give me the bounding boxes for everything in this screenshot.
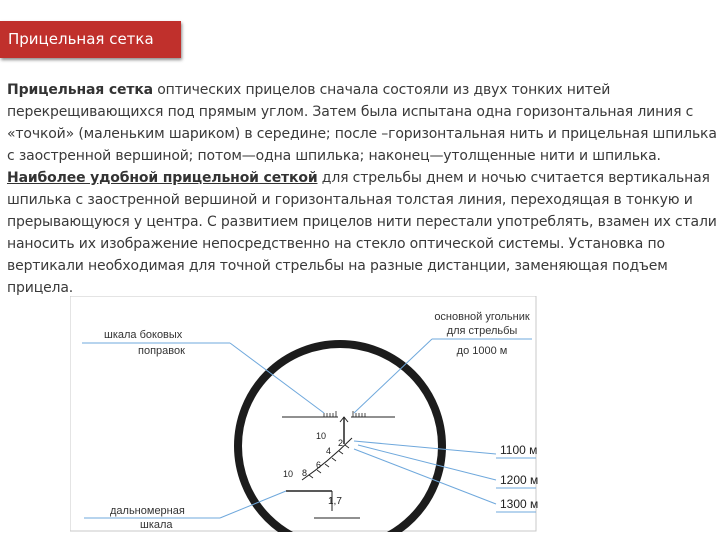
paragraph-part-2: для стрельбы днем и ночью считается вертикальная шпилька с заостренной вершиной и горизонтальная толстая линия, переходящая в тонкую и прерывающуюся у центра. С развитием прицелов нити перестали употреблять, взамен их стали наносить их изображение непосредственно на стекло оптической системы. Установка по вертикали необходимая для точной стрельбы на разные дистанции, заменяющая подъем прицела. — [7, 170, 717, 296]
mark-10-top: 10 — [316, 431, 327, 441]
label-side-corrections-2: поправок — [138, 345, 185, 357]
label-main-angle-2: для стрельбы — [446, 325, 518, 337]
label-range-scale-1: дальномерная — [110, 505, 185, 517]
paragraph-part-1: оптических прицелов сначала состояли из двух тонких нитей перекрещивающихся под прямым углом. Затем была испытана одна горизонтальная линия с «точкой» (маленьким шариком) в середине; после –горизонтальная нить и прицельная шпилька с заостренной вершиной; потом—одна шпилька; наконец—утолщенные нити и шпилька. — [7, 82, 717, 164]
label-main-angle-1: основной угольник — [434, 311, 530, 323]
dist-1100: 1100 м — [500, 443, 538, 457]
slide-title: Прицельная сетка — [0, 21, 181, 58]
body-paragraph — [7, 79, 719, 299]
reticle-diagram — [70, 296, 570, 532]
label-side-corrections-1: шкала боковых — [104, 329, 183, 341]
dist-1200: 1200 м — [500, 473, 539, 487]
mark-8: 8 — [302, 468, 308, 478]
mark-2: 2 — [338, 438, 344, 448]
term-bold: Прицельная сетка — [7, 82, 153, 98]
mark-1-7: 1,7 — [328, 496, 342, 507]
mark-10-left: 10 — [283, 469, 294, 479]
mark-4: 4 — [326, 446, 332, 456]
label-main-angle-3: до 1000 м — [456, 345, 508, 357]
mark-6: 6 — [316, 460, 322, 470]
label-range-scale-2: шкала — [140, 519, 173, 531]
emphasis-underlined: Наиболее удобной прицельной сеткой — [7, 170, 318, 186]
dist-1300: 1300 м — [500, 497, 539, 511]
